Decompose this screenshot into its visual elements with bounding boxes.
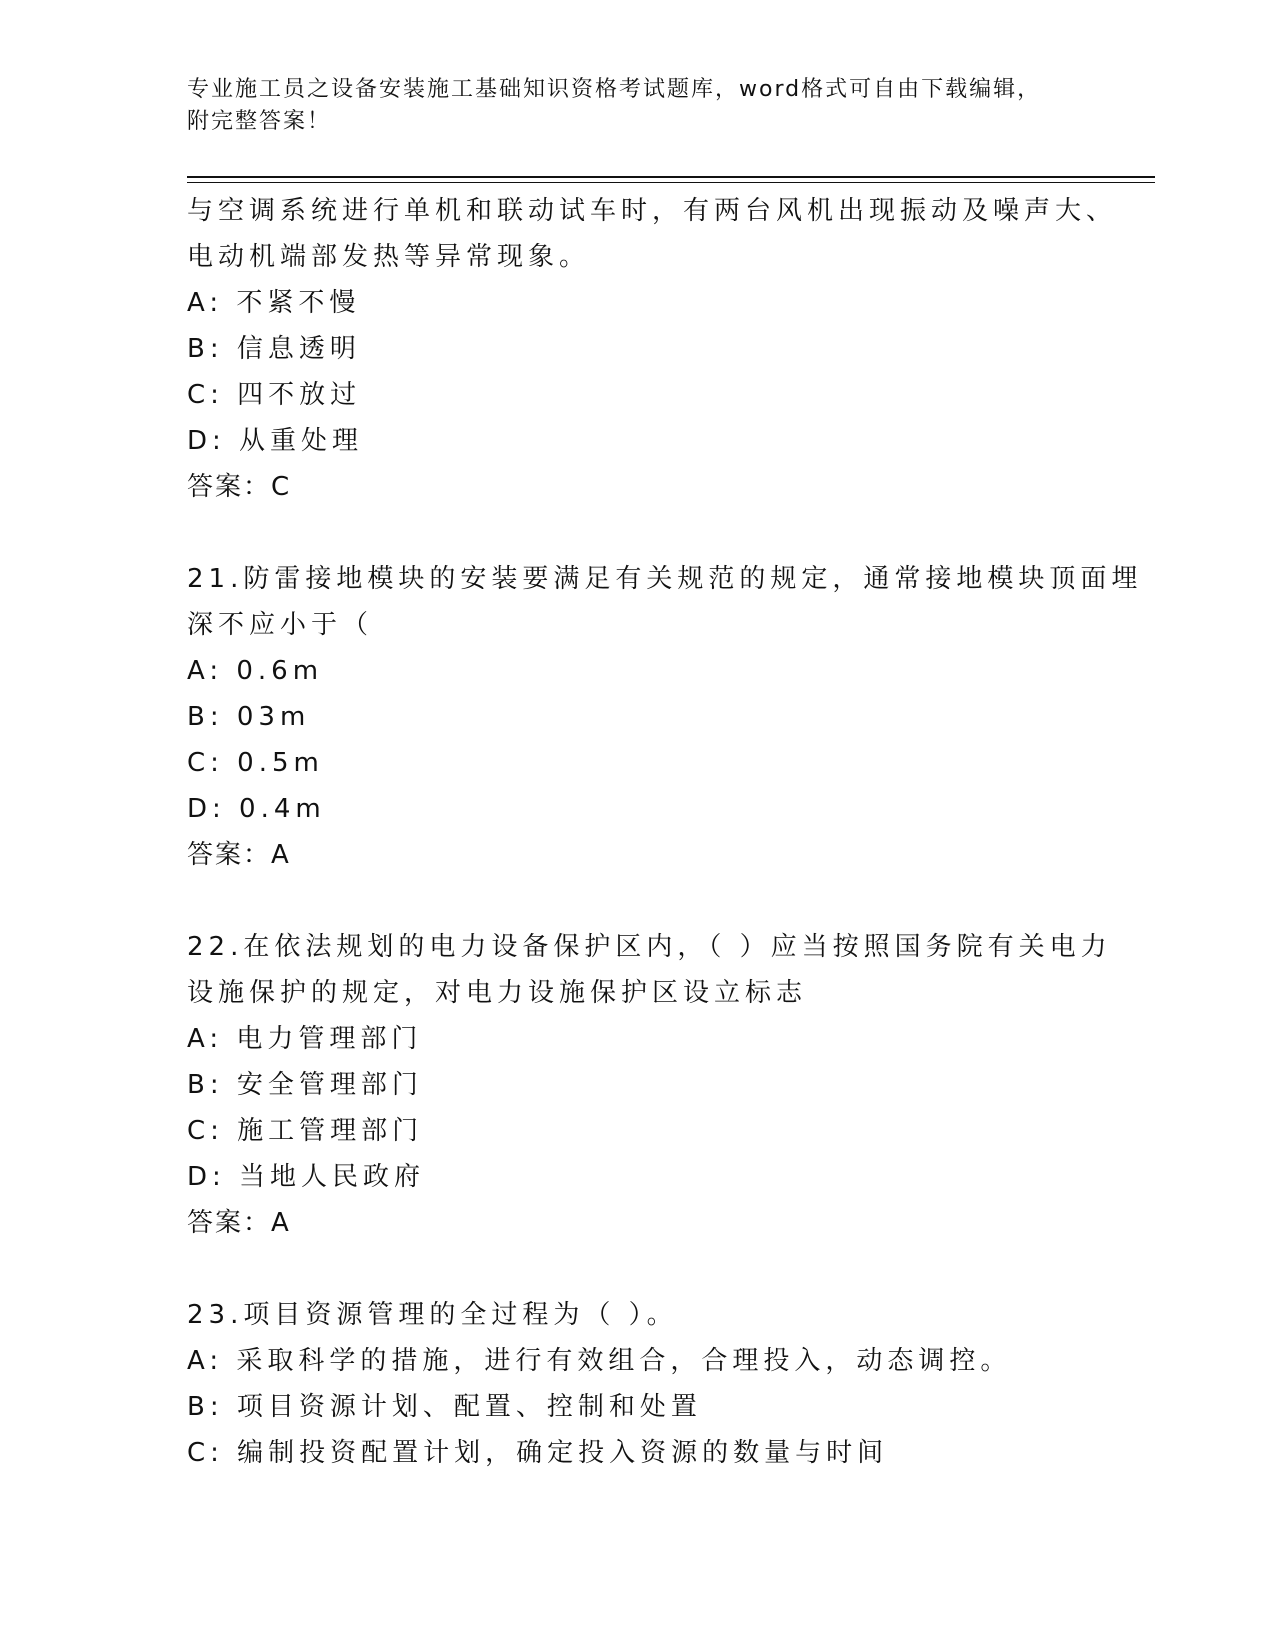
- question-stem-line: 与空调系统进行单机和联动试车时，有两台风机出现振动及噪声大、: [187, 196, 1118, 226]
- option-b: B: 安全管理部门: [187, 1070, 423, 1100]
- header-line-2: 附完整答案！: [187, 109, 332, 134]
- header-divider-thin: [187, 182, 1155, 183]
- answer-line: 答案：C: [187, 472, 292, 502]
- spacer: [187, 878, 1087, 924]
- answer-line: 答案：A: [187, 840, 291, 870]
- option-c: C: 0.5m: [187, 748, 324, 778]
- spacer: [187, 1246, 1087, 1292]
- question-content: [187, 188, 1143, 1476]
- option-b: B: 03m: [187, 702, 311, 732]
- header-divider-thick: [187, 176, 1155, 178]
- question-stem-line: 电动机端部发热等异常现象。: [187, 242, 591, 272]
- question-22: [187, 924, 1112, 1246]
- option-c: C: 施工管理部门: [187, 1116, 424, 1146]
- answer-line: 答案：A: [187, 1208, 291, 1238]
- option-d: D: 从重处理: [187, 426, 364, 456]
- question-23: [187, 1292, 1087, 1476]
- option-c: C: 编制投资配置计划，确定投入资源的数量与时间: [187, 1438, 889, 1468]
- option-d: D: 0.4m: [187, 794, 326, 824]
- option-a: A: 不紧不慢: [187, 288, 361, 318]
- question-stem-line: 设施保护的规定，对电力设施保护区设立标志: [187, 978, 808, 1008]
- spacer: [187, 510, 1087, 556]
- question-stem-line: 23.项目资源管理的全过程为（ ）。: [187, 1300, 678, 1330]
- question-21: [187, 556, 1143, 878]
- question-stem-line: 深不应小于（: [187, 610, 374, 640]
- question-stem-line: 22.在依法规划的电力设备保护区内，（ ）应当按照国务院有关电力: [187, 932, 1112, 962]
- option-a: A: 采取科学的措施，进行有效组合，合理投入，动态调控。: [187, 1346, 1012, 1376]
- header-line-1: 专业施工员之设备安装施工基础知识资格考试题库，word格式可自由下载编辑，: [187, 77, 1042, 102]
- question-stem-line: 21.防雷接地模块的安装要满足有关规范的规定，通常接地模块顶面埋: [187, 564, 1143, 594]
- option-b: B: 信息透明: [187, 334, 361, 364]
- option-a: A: 电力管理部门: [187, 1024, 423, 1054]
- option-d: D: 当地人民政府: [187, 1162, 426, 1192]
- question-continued: [187, 188, 1118, 510]
- option-b: B: 项目资源计划、配置、控制和处置: [187, 1392, 702, 1422]
- document-header: [187, 74, 1067, 138]
- option-a: A: 0.6m: [187, 656, 324, 686]
- option-c: C: 四不放过: [187, 380, 362, 410]
